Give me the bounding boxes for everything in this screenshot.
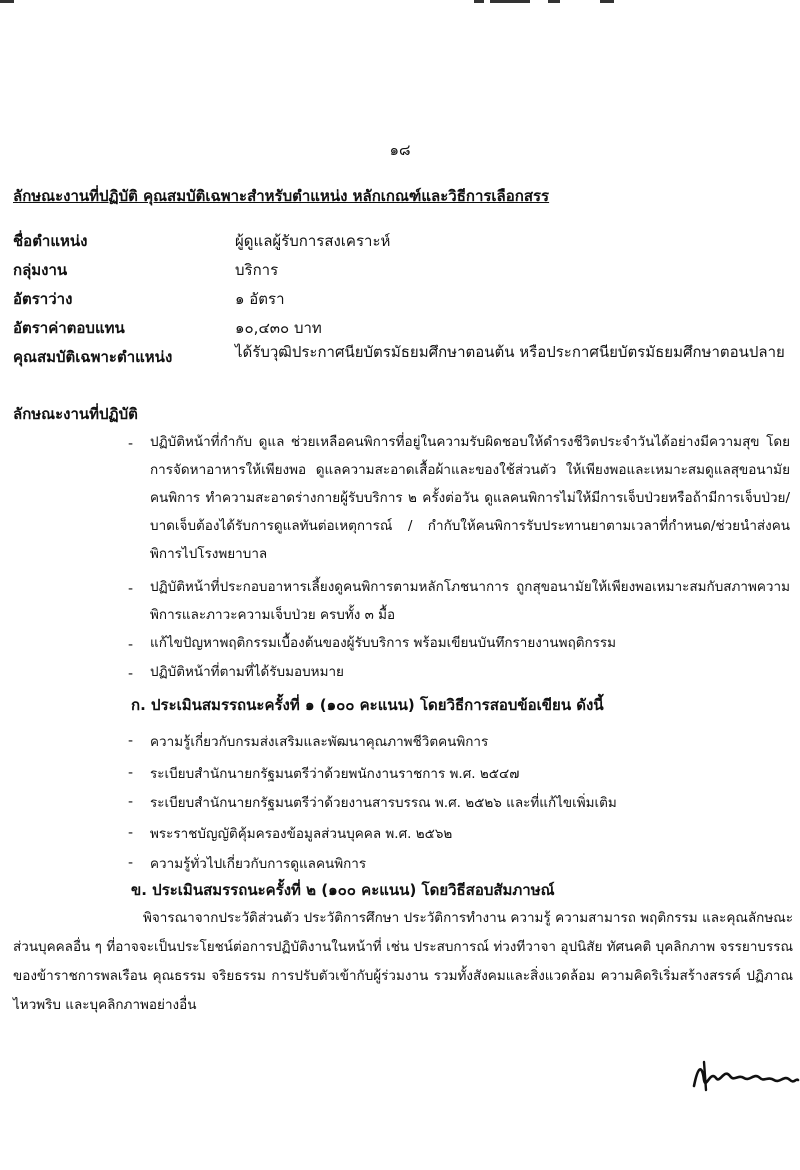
field-value: ๑๐,๔๓๐ บาท xyxy=(235,319,322,337)
field-value: ๑ อัตรา xyxy=(235,290,285,308)
bullet: - xyxy=(128,581,134,597)
exam-topic: พระราชบัญญัติคุ้มครองข้อมูลส่วนบุคคล พ.ศ. ๒๕๖๒ xyxy=(150,826,453,842)
bullet: - xyxy=(128,794,134,810)
field-value: บริการ xyxy=(235,261,279,279)
field-label: คุณสมบัติเฉพาะตำแหน่ง xyxy=(13,348,173,366)
field-value: ผู้ดูแลผู้รับการสงเคราะห์ xyxy=(235,232,391,250)
bullet: - xyxy=(128,855,134,871)
bullet: - xyxy=(128,666,134,682)
bullet: - xyxy=(128,436,134,452)
document-title: ลักษณะงานที่ปฏิบัติ คุณสมบัติเฉพาะสำหรับตำแหน่ง หลักเกณฑ์และวิธีการเลือกสรร xyxy=(13,187,550,205)
exam-topic: ความรู้เกี่ยวกับกรมส่งเสริมและพัฒนาคุณภาพชีวิตคนพิการ xyxy=(150,734,489,750)
interview-description: พิจารณาจากประวัติส่วนตัว ประวัติการศึกษา ประวัติการทำงาน ความรู้ ความสามารถ พฤติกรรม และคุณลักษณะส่วนบุคคลอื่น ๆ ที่อาจจะเป็นประโยชน์ต่อการปฏิบัติงานในหน้าที่ เช่น ประสบการณ์ ท่วงทีวาจา อุปนิสัย ทัศนคติ บุคลิกภาพ จรรยาบรรณของข้าราชการพลเรือน คุณธรรม จริยธรรม การปรับตัวเข้ากับผู้ร่วมงาน รวมทั้งสังคมและสิ่งแวดล้อม ความคิดริเริ่มสร้างสรรค์ ปฏิภาณไหวพริบ และบุคลิกภาพอย่างอื่น xyxy=(13,910,793,1013)
evaluation-1-heading: ก. ประเมินสมรรถนะครั้งที่ ๑ (๑๐๐ คะแนน) โดยวิธีการสอบข้อเขียน ดังนี้ xyxy=(131,696,604,714)
field-label: ชื่อตำแหน่ง xyxy=(13,232,88,250)
duty-item: ปฏิบัติหน้าที่กำกับ ดูแล ช่วยเหลือคนพิการที่อยู่ในความรับผิดชอบให้ดำรงชีวิตประจำวันได้อย่างมีความสุข โดยการจัดหาอาหารให้เพียงพอ ดูแลความสะอาดเสื้อผ้าและของใช้ส่วนตัว ให้เพียงพอและเหมาะสมดูแลสุขอนามัยคนพิการ ทำความสะอาดร่างกายผู้รับบริการ ๒ ครั้งต่อวัน ดูแลคนพิการไม่ให้มีการเจ็บป่วยหรือถ้ามีการเจ็บป่วย/บาดเจ็บต้องได้รับการดูแลทันต่อเหตุการณ์ / กำกับให้คนพิการรับประทานยาตามเวลาที่กำหนด/ช่วยนำส่งคนพิการไปโรงพยาบาล xyxy=(150,434,790,562)
exam-topic: ระเบียบสำนักนายกรัฐมนตรีว่าด้วยงานสารบรรณ พ.ศ. ๒๕๒๖ และที่แก้ไขเพิ่มเติม xyxy=(150,795,617,811)
evaluation-2-heading: ข. ประเมินสมรรถนะครั้งที่ ๒ (๑๐๐ คะแนน) โดยวิธีสอบสัมภาษณ์ xyxy=(131,881,555,899)
duty-item: ปฏิบัติหน้าที่ตามที่ได้รับมอบหมาย xyxy=(150,664,344,680)
field-value: ได้รับวุฒิประกาศนียบัตรมัธยมศึกษาตอนต้น หรือประกาศนียบัตรมัธยมศึกษาตอนปลาย xyxy=(235,343,785,361)
exam-topic: ความรู้ทั่วไปเกี่ยวกับการดูแลคนพิการ xyxy=(150,856,367,872)
bullet: - xyxy=(128,825,134,841)
bullet: - xyxy=(128,733,134,749)
page-number: ๑๘ xyxy=(389,141,411,159)
duties-heading: ลักษณะงานที่ปฏิบัติ xyxy=(13,405,138,423)
duty-item: ปฏิบัติหน้าที่ประกอบอาหารเลี้ยงดูคนพิการตามหลักโภชนาการ ถูกสุขอนามัยให้เพียงพอเหมาะสมกับสภาพความพิการและภาวะความเจ็บป่วย ครบทั้ง ๓ มื้อ xyxy=(150,579,790,623)
bullet: - xyxy=(128,765,134,781)
field-label: อัตราค่าตอบแทน xyxy=(13,319,125,337)
duty-item: แก้ไขปัญหาพฤติกรรมเบื้องต้นของผู้รับบริการ พร้อมเขียนบันทึกรายงานพฤติกรรม xyxy=(150,635,617,651)
signature-icon xyxy=(690,1056,800,1096)
field-label: กลุ่มงาน xyxy=(13,261,68,279)
scan-artifact-marks xyxy=(0,0,800,8)
exam-topic: ระเบียบสำนักนายกรัฐมนตรีว่าด้วยพนักงานราชการ พ.ศ. ๒๕๔๗ xyxy=(150,766,520,782)
field-label: อัตราว่าง xyxy=(13,290,73,308)
bullet: - xyxy=(128,637,134,653)
